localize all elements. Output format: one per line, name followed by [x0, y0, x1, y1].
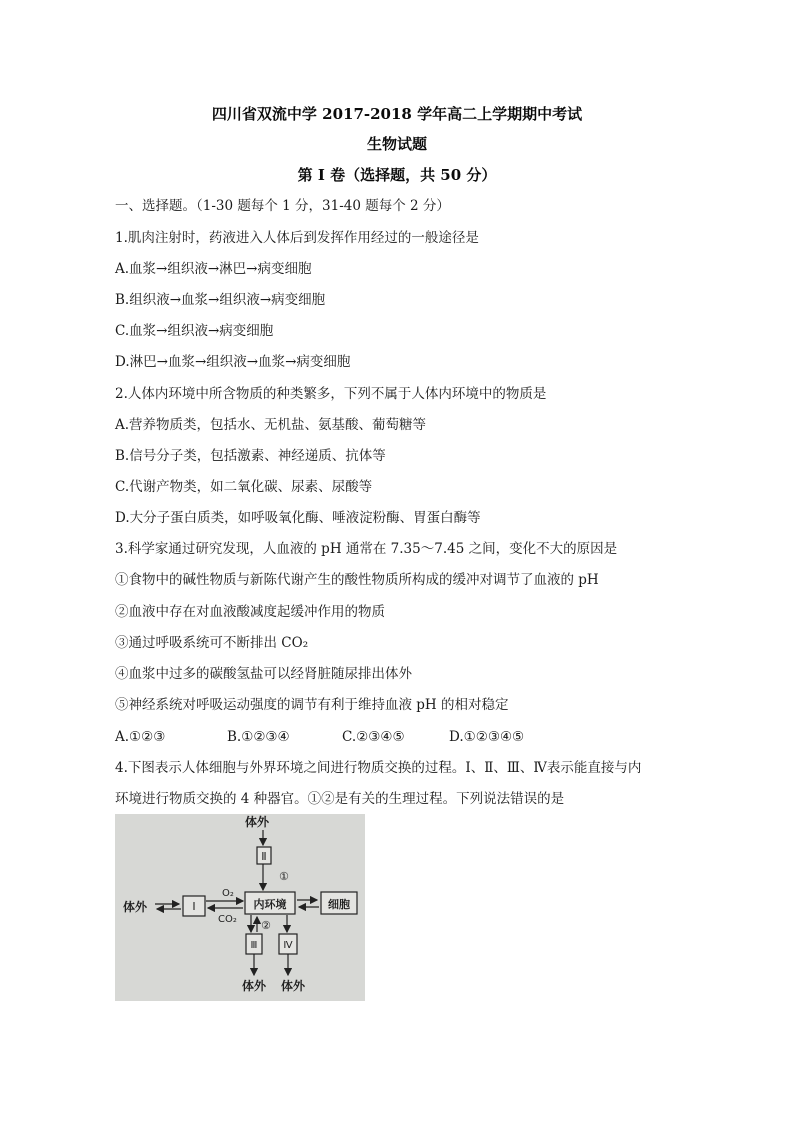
exam-title: 四川省双流中学 2017-2018 学年高二上学期期中考试 [211, 105, 583, 123]
question-3-statement-3: ③通过呼吸系统可不断排出 CO₂ [115, 635, 309, 651]
question-2-option-c: C.代谢产物类，如二氧化碳、尿素、尿酸等 [115, 479, 373, 495]
question-3-option-c: C.②③④⑤ [342, 729, 405, 745]
question-2-option-b: B.信号分子类，包括激素、神经递质、抗体等 [115, 448, 386, 464]
question-3-statement-4: ④血浆中过多的碳酸氢盐可以经肾脏随尿排出体外 [115, 666, 412, 682]
question-3-option-b: B.①②③④ [227, 729, 290, 745]
internal-environment-label: 内环境 [253, 898, 287, 911]
subject-title: 生物试题 [366, 135, 427, 153]
question-3-options [115, 728, 524, 746]
organ-label-i: Ⅰ [192, 900, 196, 913]
question-1-option-d: D.淋巴→血浆→组织液→血浆→病变细胞 [115, 354, 351, 370]
question-4-stem-line-1: 4.下图表示人体细胞与外界环境之间进行物质交换的过程。Ⅰ、Ⅱ、Ⅲ、Ⅳ表示能直接与内 [115, 760, 642, 776]
organ-label-iii: Ⅲ [250, 940, 258, 951]
question-1-stem: 1.肌肉注射时，药液进入人体后到发挥作用经过的一般途径是 [115, 230, 479, 246]
label-outside-bottom-right: 体外 [280, 979, 306, 993]
organ-label-ii: Ⅱ [261, 850, 267, 863]
cell-label: 细胞 [328, 898, 350, 911]
question-3-stem: 3.科学家通过研究发现，人血液的 pH 通常在 7.35～7.45 之间，变化不大的原因是 [115, 541, 618, 557]
carbon-dioxide-label: CO₂ [218, 914, 237, 925]
exchange-diagram [115, 814, 365, 1001]
exchange-diagram-svg [115, 814, 365, 1001]
organ-label-iv: Ⅳ [283, 940, 293, 951]
question-2-option-a: A.营养物质类，包括水、无机盐、氨基酸、葡萄糖等 [115, 417, 427, 433]
question-3-option-d: D.①②③④⑤ [449, 729, 525, 745]
question-1-option-c: C.血浆→组织液→病变细胞 [115, 323, 274, 339]
question-1-option-a: A.血浆→组织液→淋巴→病变细胞 [115, 261, 312, 277]
question-4-stem-line-2: 环境进行物质交换的 4 种器官。①②是有关的生理过程。下列说法错误的是 [115, 791, 565, 807]
process-2-label: ② [261, 919, 271, 932]
question-1-option-b: B.组织液→血浆→组织液→病变细胞 [115, 292, 326, 308]
question-3-statement-1: ①食物中的碱性物质与新陈代谢产生的酸性物质所构成的缓冲对调节了血液的 pH [115, 572, 599, 588]
label-outside-bottom-left: 体外 [241, 979, 267, 993]
process-1-label: ① [279, 870, 289, 883]
oxygen-label: O₂ [222, 888, 234, 899]
question-3-statement-5: ⑤神经系统对呼吸运动强度的调节有利于维持血液 pH 的相对稳定 [115, 697, 509, 713]
question-2-option-d: D.大分子蛋白质类，如呼吸氧化酶、唾液淀粉酶、胃蛋白酶等 [115, 510, 481, 526]
question-3-statement-2: ②血液中存在对血液酸减度起缓冲作用的物质 [115, 604, 385, 620]
label-outside-top: 体外 [244, 815, 270, 829]
volume-title: 第 I 卷（选择题，共 50 分） [297, 166, 497, 184]
section-heading: 一、选择题。（1-30 题每个 1 分，31-40 题每个 2 分） [115, 198, 450, 214]
question-2-stem: 2.人体内环境中所含物质的种类繁多，下列不属于人体内环境中的物质是 [115, 386, 547, 402]
label-outside-left: 体外 [123, 900, 148, 914]
question-3-option-a: A.①②③ [115, 729, 166, 745]
